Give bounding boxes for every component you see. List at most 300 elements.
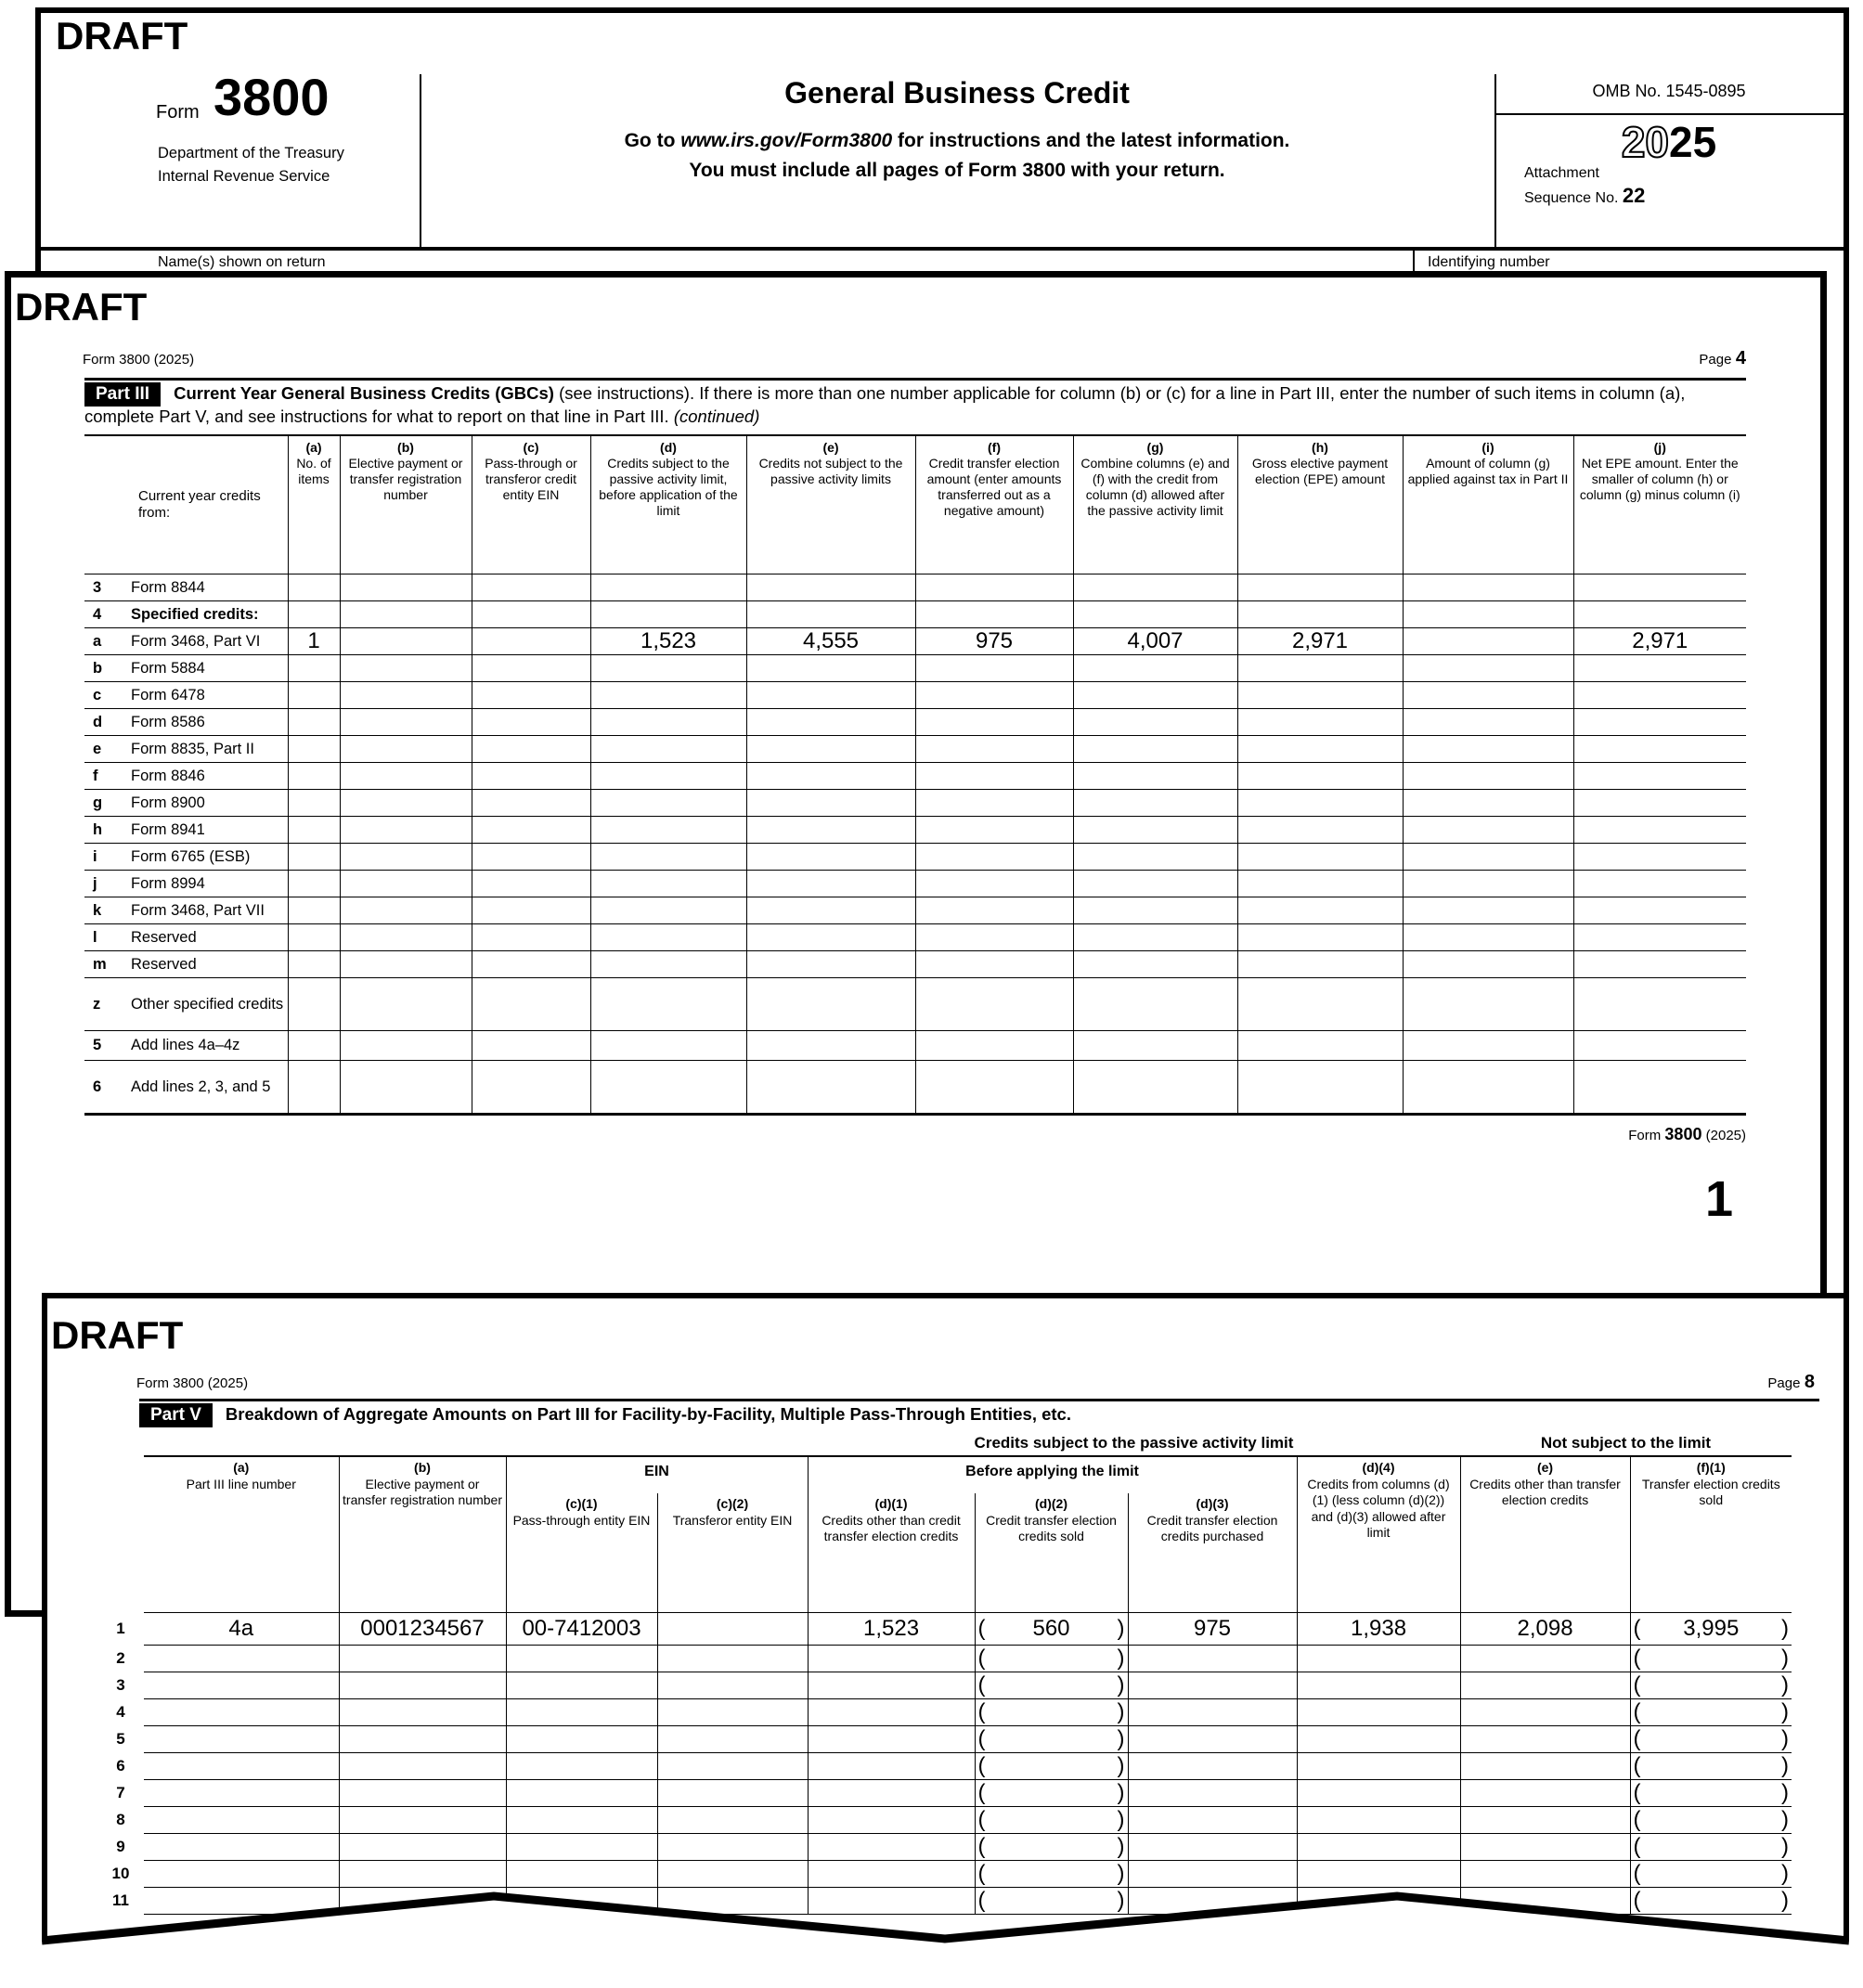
entry-cell-c1[interactable] [506,1613,657,1646]
entry-cell-f[interactable] [915,709,1073,736]
entry-cell-b[interactable] [340,574,472,601]
close-paren: ) [1781,1753,1790,1778]
entry-cell-g[interactable] [1073,951,1237,978]
entry-cell-i[interactable] [1403,709,1573,736]
entry-cell-f[interactable] [915,655,1073,682]
entry-cell-d[interactable] [590,709,746,736]
part3-row [84,897,1746,924]
entry-cell-g[interactable] [1073,844,1237,871]
entry-cell-d[interactable] [590,817,746,844]
entry-cell-h[interactable] [1237,951,1403,978]
entry-cell-i[interactable] [1403,628,1573,655]
entry-cell-i[interactable] [1403,1061,1573,1115]
entry-cell-j[interactable] [1573,844,1746,871]
entry-cell-f[interactable] [915,574,1073,601]
entry-cell-b[interactable] [340,763,472,790]
entry-cell-b[interactable] [340,790,472,817]
entry-cell-a[interactable] [288,1031,340,1061]
close-paren: ) [1117,1888,1125,1913]
entry-cell-g[interactable] [1073,628,1237,655]
entry-cell-g[interactable] [1073,1031,1237,1061]
entry-cell-a[interactable] [288,655,340,682]
entry-cell-f1[interactable] [1630,1699,1792,1726]
entry-cell-g[interactable] [1073,897,1237,924]
entry-cell-c2[interactable] [657,1753,808,1780]
entry-cell-f1[interactable] [1630,1672,1792,1699]
entry-cell-d[interactable] [590,574,746,601]
entry-cell-j[interactable] [1573,924,1746,951]
attachment-label: Attachment [1524,165,1599,181]
entry-cell-c[interactable] [472,763,590,790]
entry-cell-f[interactable] [915,924,1073,951]
entry-cell-b[interactable] [339,1646,506,1672]
entry-cell-e[interactable] [746,1061,915,1115]
entry-cell-f1[interactable] [1630,1780,1792,1807]
entry-cell-i[interactable] [1403,978,1573,1031]
entry-cell-j[interactable] [1573,628,1746,655]
omb-number: OMB No. 1545-0895 [1592,82,1746,100]
entry-cell-d[interactable] [590,763,746,790]
entry-cell-b[interactable] [340,1061,472,1115]
entry-cell-f[interactable] [915,601,1073,628]
entry-cell-e[interactable] [746,871,915,897]
entry-cell-d[interactable] [590,628,746,655]
part3-row [84,763,1746,790]
entry-cell-a[interactable] [288,628,340,655]
open-paren: ( [1633,1699,1641,1724]
entry-cell-e[interactable] [1460,1753,1630,1780]
entry-cell-e[interactable] [1460,1834,1630,1861]
entry-cell-d3[interactable] [1128,1726,1297,1753]
entry-cell-c2[interactable] [657,1613,808,1646]
entry-cell-j[interactable] [1573,817,1746,844]
entry-cell-a[interactable] [144,1780,339,1807]
entry-cell-g[interactable] [1073,924,1237,951]
line-label: Form 5884 [131,659,205,677]
entry-cell-e[interactable] [746,763,915,790]
entry-cell-d4[interactable] [1297,1672,1460,1699]
entry-cell-c1[interactable] [506,1834,657,1861]
open-paren: ( [1633,1646,1641,1671]
entry-cell-f1[interactable] [1630,1613,1792,1646]
entry-cell-b[interactable] [340,1031,472,1061]
entry-cell-d[interactable] [590,978,746,1031]
entry-cell-h[interactable] [1237,682,1403,709]
entry-cell-d1[interactable] [808,1834,975,1861]
entry-cell-e[interactable] [746,709,915,736]
entry-cell-e[interactable] [746,978,915,1031]
entry-cell-i[interactable] [1403,790,1573,817]
part5-row [97,1646,1792,1672]
entry-cell-a[interactable] [144,1646,339,1672]
entry-cell-d2[interactable] [975,1753,1128,1780]
entry-cell-e[interactable] [746,844,915,871]
entry-cell-d1[interactable] [808,1780,975,1807]
entry-cell-h[interactable] [1237,628,1403,655]
entry-cell-b[interactable] [340,978,472,1031]
entry-cell-d4[interactable] [1297,1807,1460,1834]
entry-cell-d[interactable] [590,736,746,763]
entry-cell-b[interactable] [340,951,472,978]
entry-cell-a[interactable] [144,1726,339,1753]
entry-cell-e[interactable] [746,897,915,924]
entry-cell-c[interactable] [472,978,590,1031]
entry-cell-d3[interactable] [1128,1646,1297,1672]
entry-cell-j[interactable] [1573,709,1746,736]
entry-cell-h[interactable] [1237,924,1403,951]
entry-cell-e[interactable] [746,924,915,951]
entry-cell-c1[interactable] [506,1672,657,1699]
entry-cell-d2[interactable] [975,1646,1128,1672]
entry-cell-b[interactable] [340,682,472,709]
entry-cell-g[interactable] [1073,682,1237,709]
entry-cell-d4[interactable] [1297,1753,1460,1780]
entry-cell-a[interactable] [144,1613,339,1646]
open-paren: ( [977,1726,986,1751]
entry-cell-d3[interactable] [1128,1780,1297,1807]
entry-cell-h[interactable] [1237,844,1403,871]
entry-cell-c[interactable] [472,871,590,897]
entry-cell-a[interactable] [288,978,340,1031]
entry-cell-a[interactable] [288,1061,340,1115]
entry-cell-c[interactable] [472,736,590,763]
entry-cell-a[interactable] [288,844,340,871]
entry-cell-h[interactable] [1237,1031,1403,1061]
draft-watermark: DRAFT [51,1313,184,1357]
part5-row [97,1834,1792,1861]
entry-cell-j[interactable] [1573,574,1746,601]
entry-cell-g[interactable] [1073,601,1237,628]
entry-cell-i[interactable] [1403,951,1573,978]
entry-cell-f[interactable] [915,897,1073,924]
entry-cell-c2[interactable] [657,1726,808,1753]
entry-cell-f[interactable] [915,628,1073,655]
entry-cell-b[interactable] [339,1780,506,1807]
entry-cell-g[interactable] [1073,978,1237,1031]
entry-cell-h[interactable] [1237,655,1403,682]
entry-cell-f1[interactable] [1630,1646,1792,1672]
entry-cell-b[interactable] [340,628,472,655]
entry-cell-d[interactable] [590,924,746,951]
entry-cell-e[interactable] [1460,1646,1630,1672]
entry-cell-g[interactable] [1073,736,1237,763]
entry-cell-i[interactable] [1403,682,1573,709]
entry-cell-f[interactable] [915,871,1073,897]
entry-cell-d3[interactable] [1128,1672,1297,1699]
entry-cell-a[interactable] [144,1672,339,1699]
entry-cell-j[interactable] [1573,790,1746,817]
entry-cell-i[interactable] [1403,574,1573,601]
entry-cell-d1[interactable] [808,1807,975,1834]
entry-cell-e[interactable] [746,817,915,844]
entry-cell-c[interactable] [472,628,590,655]
entry-cell-c2[interactable] [657,1672,808,1699]
entry-cell-d2[interactable] [975,1699,1128,1726]
close-paren: ) [1781,1726,1790,1751]
entry-cell-a[interactable] [144,1753,339,1780]
entry-cell-a[interactable] [288,951,340,978]
entry-cell-i[interactable] [1403,601,1573,628]
entry-cell-c[interactable] [472,574,590,601]
entry-cell-f1[interactable] [1630,1753,1792,1780]
entry-cell-c1[interactable] [506,1699,657,1726]
entry-cell-e[interactable] [746,628,915,655]
entry-cell-a[interactable] [288,601,340,628]
entry-cell-c[interactable] [472,844,590,871]
entry-cell-d[interactable] [590,897,746,924]
entry-cell-d4[interactable] [1297,1726,1460,1753]
entry-cell-f[interactable] [915,951,1073,978]
entry-cell-b[interactable] [339,1753,506,1780]
entry-cell-c1[interactable] [506,1807,657,1834]
entry-cell-d[interactable] [590,790,746,817]
entry-cell-i[interactable] [1403,817,1573,844]
entry-cell-c[interactable] [472,709,590,736]
entry-cell-g[interactable] [1073,574,1237,601]
entry-cell-a[interactable] [288,924,340,951]
entry-cell-g[interactable] [1073,709,1237,736]
entry-cell-b[interactable] [340,844,472,871]
entry-cell-c[interactable] [472,924,590,951]
entry-cell-a[interactable] [288,709,340,736]
entry-cell-j[interactable] [1573,1061,1746,1115]
entry-cell-a[interactable] [288,897,340,924]
entry-cell-d1[interactable] [808,1646,975,1672]
entry-cell-h[interactable] [1237,871,1403,897]
entry-cell-c[interactable] [472,682,590,709]
entry-cell-c[interactable] [472,951,590,978]
part3-col-header-i: (i) Amount of column (g) applied against tax in Part II [1403,435,1573,574]
part5-row [97,1613,1792,1646]
entry-cell-c[interactable] [472,897,590,924]
entry-cell-j[interactable] [1573,951,1746,978]
entry-cell-a[interactable] [288,817,340,844]
department-line: Department of the Treasury [158,145,344,161]
entry-cell-b[interactable] [339,1699,506,1726]
entry-cell-h[interactable] [1237,978,1403,1031]
entry-cell-d4[interactable] [1297,1780,1460,1807]
entry-cell-d4[interactable] [1297,1834,1460,1861]
close-paren: ) [1781,1699,1790,1724]
entry-cell-c1[interactable] [506,1646,657,1672]
entry-cell-d3[interactable] [1128,1753,1297,1780]
part3-col-header-e: (e) Credits not subject to the passive activity limits [746,435,915,574]
entry-cell-c2[interactable] [657,1807,808,1834]
entry-cell-a[interactable] [144,1834,339,1861]
entry-cell-d2[interactable] [975,1780,1128,1807]
entry-cell-j[interactable] [1573,897,1746,924]
entry-cell-g[interactable] [1073,817,1237,844]
entry-cell-e[interactable] [1460,1726,1630,1753]
entry-cell-e[interactable] [1460,1672,1630,1699]
entry-cell-i[interactable] [1403,736,1573,763]
entry-cell-c[interactable] [472,1061,590,1115]
entry-cell-j[interactable] [1573,736,1746,763]
entry-cell-d[interactable] [590,871,746,897]
entry-value: 4,007 [1127,628,1184,653]
entry-cell-d2[interactable] [975,1834,1128,1861]
entry-cell-f[interactable] [915,1061,1073,1115]
line-label-cell [84,978,288,1031]
entry-cell-e[interactable] [746,790,915,817]
entry-cell-e[interactable] [746,574,915,601]
entry-cell-d3[interactable] [1128,1613,1297,1646]
entry-cell-d4[interactable] [1297,1613,1460,1646]
entry-cell-a[interactable] [288,574,340,601]
entry-cell-f1[interactable] [1630,1834,1792,1861]
entry-cell-j[interactable] [1573,682,1746,709]
entry-cell-f1[interactable] [1630,1807,1792,1834]
entry-cell-h[interactable] [1237,790,1403,817]
entry-cell-e[interactable] [746,682,915,709]
line-label-cell [84,1061,288,1115]
entry-cell-d4[interactable] [1297,1646,1460,1672]
entry-cell-h[interactable] [1237,1061,1403,1115]
entry-cell-d2[interactable] [975,1807,1128,1834]
entry-cell-d1[interactable] [808,1672,975,1699]
entry-cell-b[interactable] [340,871,472,897]
entry-cell-d[interactable] [590,1061,746,1115]
entry-cell-e[interactable] [746,736,915,763]
entry-cell-a[interactable] [288,871,340,897]
entry-cell-h[interactable] [1237,709,1403,736]
entry-cell-a[interactable] [288,790,340,817]
entry-cell-c2[interactable] [657,1834,808,1861]
entry-cell-j[interactable] [1573,871,1746,897]
entry-cell-d3[interactable] [1128,1834,1297,1861]
entry-cell-d[interactable] [590,682,746,709]
entry-cell-c2[interactable] [657,1646,808,1672]
entry-cell-d1[interactable] [808,1613,975,1646]
entry-cell-b[interactable] [340,601,472,628]
entry-cell-i[interactable] [1403,897,1573,924]
entry-cell-j[interactable] [1573,601,1746,628]
entry-cell-j[interactable] [1573,1031,1746,1061]
entry-cell-f[interactable] [915,736,1073,763]
entry-cell-b[interactable] [340,897,472,924]
entry-cell-a[interactable] [288,682,340,709]
entry-cell-d3[interactable] [1128,1807,1297,1834]
entry-cell-g[interactable] [1073,871,1237,897]
line-number: b [93,659,103,677]
entry-cell-b[interactable] [339,1807,506,1834]
entry-cell-a[interactable] [144,1699,339,1726]
entry-cell-d[interactable] [590,601,746,628]
entry-cell-a[interactable] [288,736,340,763]
entry-cell-c[interactable] [472,1031,590,1061]
entry-cell-e[interactable] [1460,1699,1630,1726]
entry-cell-d2[interactable] [975,1672,1128,1699]
row-number: 3 [116,1676,125,1694]
entry-cell-d[interactable] [590,951,746,978]
entry-cell-c[interactable] [472,790,590,817]
entry-cell-d[interactable] [590,655,746,682]
entry-cell-a[interactable] [144,1807,339,1834]
entry-cell-d3[interactable] [1128,1699,1297,1726]
entry-cell-i[interactable] [1403,655,1573,682]
entry-cell-a[interactable] [288,763,340,790]
entry-cell-e[interactable] [746,951,915,978]
entry-cell-b[interactable] [340,924,472,951]
entry-cell-i[interactable] [1403,924,1573,951]
entry-cell-h[interactable] [1237,736,1403,763]
entry-cell-g[interactable] [1073,655,1237,682]
entry-cell-f[interactable] [915,682,1073,709]
entry-cell-e[interactable] [746,601,915,628]
entry-cell-g[interactable] [1073,790,1237,817]
entry-cell-b[interactable] [339,1726,506,1753]
entry-cell-f[interactable] [915,1031,1073,1061]
entry-cell-d[interactable] [590,1031,746,1061]
entry-cell-f[interactable] [915,790,1073,817]
entry-cell-i[interactable] [1403,1031,1573,1061]
ein-group-header: EIN [506,1456,808,1493]
entry-cell-c2[interactable] [657,1780,808,1807]
entry-cell-e[interactable] [1460,1780,1630,1807]
entry-cell-d2[interactable] [975,1613,1128,1646]
entry-cell-c2[interactable] [657,1699,808,1726]
entry-cell-d2[interactable] [975,1726,1128,1753]
line-label: Form 8586 [131,713,205,730]
entry-cell-g[interactable] [1073,1061,1237,1115]
torn-edge [42,1881,1849,1950]
entry-cell-f1[interactable] [1630,1726,1792,1753]
entry-cell-e[interactable] [1460,1613,1630,1646]
entry-cell-b[interactable] [339,1613,506,1646]
entry-cell-b[interactable] [340,709,472,736]
entry-cell-i[interactable] [1403,763,1573,790]
entry-cell-b[interactable] [340,736,472,763]
entry-cell-j[interactable] [1573,978,1746,1031]
entry-cell-h[interactable] [1237,574,1403,601]
entry-cell-c1[interactable] [506,1753,657,1780]
entry-cell-h[interactable] [1237,817,1403,844]
entry-cell-c[interactable] [472,817,590,844]
entry-cell-f[interactable] [915,844,1073,871]
entry-cell-g[interactable] [1073,763,1237,790]
entry-cell-d1[interactable] [808,1753,975,1780]
entry-cell-j[interactable] [1573,655,1746,682]
entry-cell-f[interactable] [915,978,1073,1031]
entry-cell-c1[interactable] [506,1726,657,1753]
entry-cell-b[interactable] [340,817,472,844]
entry-cell-h[interactable] [1237,763,1403,790]
entry-cell-j[interactable] [1573,763,1746,790]
entry-cell-d1[interactable] [808,1699,975,1726]
entry-cell-f[interactable] [915,817,1073,844]
entry-cell-h[interactable] [1237,897,1403,924]
entry-cell-c[interactable] [472,601,590,628]
entry-cell-e[interactable] [1460,1807,1630,1834]
entry-cell-i[interactable] [1403,844,1573,871]
entry-cell-e[interactable] [746,655,915,682]
line-label: Form 3468, Part VI [131,632,261,650]
entry-cell-b[interactable] [339,1834,506,1861]
entry-cell-c[interactable] [472,655,590,682]
entry-cell-d1[interactable] [808,1726,975,1753]
entry-cell-h[interactable] [1237,601,1403,628]
entry-cell-e[interactable] [746,1031,915,1061]
entry-cell-b[interactable] [340,655,472,682]
line-number: i [93,847,97,865]
entry-cell-i[interactable] [1403,871,1573,897]
entry-cell-b[interactable] [339,1672,506,1699]
entry-cell-d[interactable] [590,844,746,871]
part3-col-header-b: (b) Elective payment or transfer registration number [340,435,472,574]
entry-cell-d4[interactable] [1297,1699,1460,1726]
entry-cell-f[interactable] [915,763,1073,790]
entry-cell-c1[interactable] [506,1780,657,1807]
